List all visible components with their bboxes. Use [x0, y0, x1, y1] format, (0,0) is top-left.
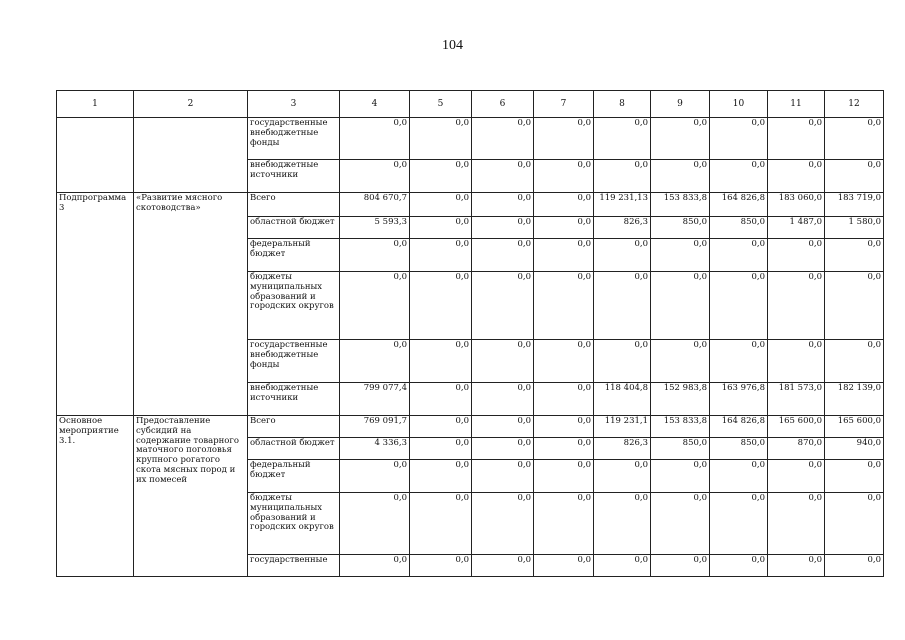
amount-cell: 0,0: [534, 460, 594, 493]
amount-cell: 0,0: [825, 460, 884, 493]
amount-cell: 0,0: [651, 272, 710, 340]
column-header: 4: [340, 91, 410, 118]
amount-cell: 0,0: [825, 340, 884, 383]
funding-source: внебюджетные источники: [248, 160, 340, 193]
amount-cell: 163 976,8: [710, 383, 768, 416]
amount-cell: 0,0: [768, 555, 825, 577]
amount-cell: 0,0: [651, 460, 710, 493]
amount-cell: 0,0: [594, 460, 651, 493]
column-header: 8: [594, 91, 651, 118]
amount-cell: 0,0: [768, 160, 825, 193]
amount-cell: 118 404,8: [594, 383, 651, 416]
amount-cell: 0,0: [534, 193, 594, 217]
amount-cell: 0,0: [651, 239, 710, 272]
amount-cell: 0,0: [651, 118, 710, 160]
funding-source: государственные внебюджетные фонды: [248, 118, 340, 160]
amount-cell: 0,0: [472, 217, 534, 239]
amount-cell: 0,0: [472, 239, 534, 272]
amount-cell: 0,0: [651, 555, 710, 577]
funding-source: областной бюджет: [248, 438, 340, 460]
amount-cell: 0,0: [340, 118, 410, 160]
amount-cell: 0,0: [594, 272, 651, 340]
amount-cell: 769 091,7: [340, 416, 410, 438]
funding-source: областной бюджет: [248, 217, 340, 239]
column-header: 9: [651, 91, 710, 118]
amount-cell: 0,0: [472, 118, 534, 160]
program-title: «Развитие мясного скотоводства»: [134, 193, 248, 416]
amount-cell: 799 077,4: [340, 383, 410, 416]
amount-cell: 1 487,0: [768, 217, 825, 239]
amount-cell: 4 336,3: [340, 438, 410, 460]
amount-cell: 870,0: [768, 438, 825, 460]
amount-cell: 0,0: [594, 340, 651, 383]
amount-cell: 0,0: [710, 118, 768, 160]
funding-source: Всего: [248, 193, 340, 217]
amount-cell: 0,0: [594, 239, 651, 272]
amount-cell: 0,0: [410, 118, 472, 160]
amount-cell: 165 600,0: [825, 416, 884, 438]
column-header: 6: [472, 91, 534, 118]
amount-cell: 0,0: [651, 493, 710, 555]
amount-cell: 0,0: [651, 340, 710, 383]
amount-cell: 1 580,0: [825, 217, 884, 239]
amount-cell: 181 573,0: [768, 383, 825, 416]
amount-cell: 152 983,8: [651, 383, 710, 416]
funding-source: внебюджетные источники: [248, 383, 340, 416]
amount-cell: 0,0: [825, 239, 884, 272]
amount-cell: 0,0: [410, 217, 472, 239]
amount-cell: 0,0: [410, 239, 472, 272]
amount-cell: 0,0: [340, 340, 410, 383]
amount-cell: 0,0: [710, 160, 768, 193]
amount-cell: 0,0: [534, 383, 594, 416]
amount-cell: 0,0: [710, 239, 768, 272]
program-title: Предоставление субсидий на содержание товарного маточного поголовья крупного рогатого скота мясных пород и их помесей: [134, 416, 248, 577]
amount-cell: 183 060,0: [768, 193, 825, 217]
amount-cell: 0,0: [594, 555, 651, 577]
amount-cell: 0,0: [340, 555, 410, 577]
funding-source: федеральный бюджет: [248, 460, 340, 493]
amount-cell: 0,0: [410, 272, 472, 340]
program-name: [57, 118, 134, 193]
amount-cell: 0,0: [710, 555, 768, 577]
amount-cell: 0,0: [594, 118, 651, 160]
amount-cell: 0,0: [340, 460, 410, 493]
amount-cell: 0,0: [825, 555, 884, 577]
amount-cell: 804 670,7: [340, 193, 410, 217]
amount-cell: 0,0: [710, 493, 768, 555]
amount-cell: 0,0: [534, 239, 594, 272]
funding-source: Всего: [248, 416, 340, 438]
funding-source: федеральный бюджет: [248, 239, 340, 272]
column-header: 5: [410, 91, 472, 118]
amount-cell: 0,0: [472, 416, 534, 438]
amount-cell: 0,0: [768, 118, 825, 160]
amount-cell: 0,0: [410, 438, 472, 460]
amount-cell: 0,0: [768, 239, 825, 272]
amount-cell: 0,0: [472, 438, 534, 460]
amount-cell: 0,0: [534, 340, 594, 383]
funding-source: бюджеты муниципальных образований и городских округов: [248, 493, 340, 555]
funding-source: государственные: [248, 555, 340, 577]
amount-cell: 0,0: [594, 160, 651, 193]
amount-cell: 0,0: [472, 272, 534, 340]
amount-cell: 826,3: [594, 438, 651, 460]
amount-cell: 164 826,8: [710, 193, 768, 217]
amount-cell: 0,0: [410, 416, 472, 438]
amount-cell: 0,0: [768, 340, 825, 383]
amount-cell: 0,0: [340, 493, 410, 555]
amount-cell: 0,0: [472, 160, 534, 193]
column-header: 10: [710, 91, 768, 118]
amount-cell: 0,0: [710, 340, 768, 383]
amount-cell: 0,0: [410, 340, 472, 383]
amount-cell: 165 600,0: [768, 416, 825, 438]
amount-cell: 0,0: [651, 160, 710, 193]
program-name: Основное мероприятие 3.1.: [57, 416, 134, 577]
table-row: [57, 416, 884, 438]
amount-cell: 0,0: [534, 217, 594, 239]
amount-cell: 0,0: [825, 272, 884, 340]
amount-cell: 0,0: [410, 493, 472, 555]
column-header: 3: [248, 91, 340, 118]
funding-source: бюджеты муниципальных образований и городских округов: [248, 272, 340, 340]
amount-cell: 850,0: [710, 217, 768, 239]
amount-cell: 153 833,8: [651, 416, 710, 438]
amount-cell: 850,0: [651, 217, 710, 239]
amount-cell: 0,0: [768, 460, 825, 493]
amount-cell: 0,0: [472, 460, 534, 493]
amount-cell: 850,0: [651, 438, 710, 460]
page-number: 104: [442, 38, 463, 53]
amount-cell: 0,0: [710, 272, 768, 340]
amount-cell: 0,0: [472, 555, 534, 577]
amount-cell: 0,0: [825, 160, 884, 193]
amount-cell: 0,0: [710, 460, 768, 493]
amount-cell: 0,0: [534, 438, 594, 460]
amount-cell: 0,0: [825, 118, 884, 160]
amount-cell: 0,0: [410, 383, 472, 416]
column-header: 1: [57, 91, 134, 118]
amount-cell: 182 139,0: [825, 383, 884, 416]
amount-cell: 0,0: [410, 460, 472, 493]
column-header: 2: [134, 91, 248, 118]
amount-cell: 0,0: [472, 340, 534, 383]
funding-source: государственные внебюджетные фонды: [248, 340, 340, 383]
program-title: [134, 118, 248, 193]
amount-cell: 0,0: [472, 383, 534, 416]
amount-cell: 183 719,0: [825, 193, 884, 217]
amount-cell: 0,0: [410, 193, 472, 217]
amount-cell: 826,3: [594, 217, 651, 239]
amount-cell: 0,0: [534, 555, 594, 577]
amount-cell: 0,0: [825, 493, 884, 555]
column-header: 11: [768, 91, 825, 118]
amount-cell: 119 231,1: [594, 416, 651, 438]
budget-table: [56, 90, 884, 577]
amount-cell: 153 833,8: [651, 193, 710, 217]
amount-cell: 0,0: [768, 493, 825, 555]
amount-cell: 940,0: [825, 438, 884, 460]
amount-cell: 0,0: [340, 272, 410, 340]
amount-cell: 0,0: [472, 493, 534, 555]
amount-cell: 0,0: [534, 416, 594, 438]
amount-cell: 0,0: [534, 118, 594, 160]
amount-cell: 0,0: [472, 193, 534, 217]
amount-cell: 5 593,3: [340, 217, 410, 239]
program-name: Подпрограмма 3: [57, 193, 134, 416]
amount-cell: 0,0: [534, 272, 594, 340]
column-header: 12: [825, 91, 884, 118]
amount-cell: 0,0: [340, 160, 410, 193]
amount-cell: 119 231,13: [594, 193, 651, 217]
amount-cell: 850,0: [710, 438, 768, 460]
amount-cell: 0,0: [410, 160, 472, 193]
column-header: 7: [534, 91, 594, 118]
table-row: [57, 118, 884, 160]
amount-cell: 0,0: [768, 272, 825, 340]
amount-cell: 0,0: [594, 493, 651, 555]
header-row: [57, 91, 884, 118]
amount-cell: 164 826,8: [710, 416, 768, 438]
amount-cell: 0,0: [534, 493, 594, 555]
amount-cell: 0,0: [410, 555, 472, 577]
amount-cell: 0,0: [534, 160, 594, 193]
table-row: [57, 193, 884, 217]
amount-cell: 0,0: [340, 239, 410, 272]
